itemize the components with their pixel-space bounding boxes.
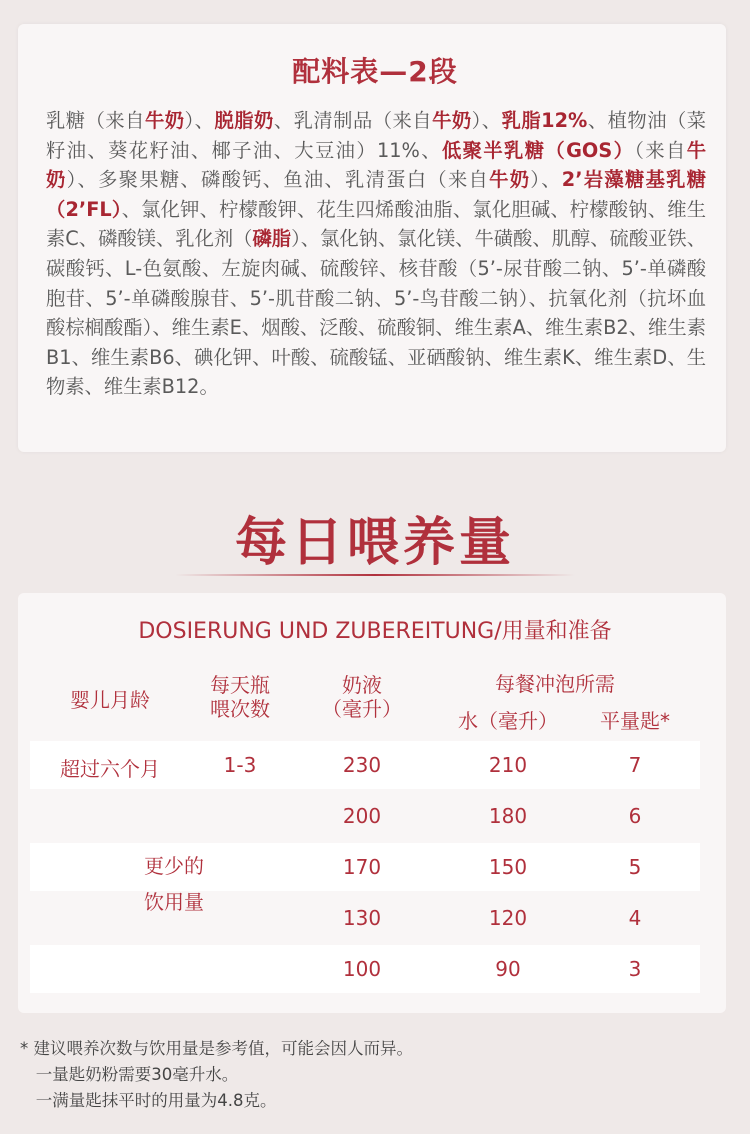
ingredient-text: ）、 bbox=[184, 109, 215, 132]
header-scoops: 平量匙* bbox=[600, 709, 670, 733]
table-cell-milk: 100 bbox=[342, 957, 382, 981]
footnote-line: * 建议喂养次数与饮用量是参考值，可能会因人而异。 bbox=[20, 1039, 413, 1058]
ingredients-title: 配料表—2段 bbox=[292, 55, 458, 88]
table-cell-scoops: 6 bbox=[628, 804, 642, 828]
title-divider bbox=[175, 574, 575, 576]
feeds-value: 1-3 bbox=[223, 753, 257, 777]
ingredient-text: 、乳清制品（来自 bbox=[273, 109, 433, 132]
header-feeds bbox=[170, 673, 310, 721]
ingredient-highlight: 2’岩藻糖基乳糖（2’FL） bbox=[46, 168, 707, 221]
footnote bbox=[20, 1036, 413, 1114]
table-cell-scoops: 7 bbox=[628, 753, 642, 777]
ingredient-highlight: 脱脂奶 bbox=[214, 109, 274, 132]
ingredient-text: ）、 bbox=[530, 168, 562, 192]
table-cell-scoops: 3 bbox=[628, 957, 642, 981]
footnote-line: 一满量匙抹平时的用量为4.8克。 bbox=[20, 1091, 277, 1110]
table-cell-water: 90 bbox=[495, 957, 521, 981]
ingredient-text: 、植物油（菜籽油、葵花籽油、椰子油、大豆油）11%、 bbox=[46, 109, 707, 162]
table-cell-scoops: 4 bbox=[628, 906, 642, 930]
ingredient-highlight: 乳脂12% bbox=[501, 109, 588, 132]
daily-feeding-title: 每日喂养量 bbox=[234, 513, 515, 573]
table-cell-water: 180 bbox=[488, 804, 528, 828]
table-cell-water: 210 bbox=[488, 753, 528, 777]
less-intake-label bbox=[104, 848, 244, 920]
table-cell-milk: 230 bbox=[342, 753, 382, 777]
ingredient-highlight: 低聚半乳糖（GOS） bbox=[441, 138, 635, 162]
table-cell-water: 120 bbox=[488, 906, 528, 930]
ingredient-text: （来自 bbox=[634, 138, 687, 162]
table-cell-water: 150 bbox=[488, 855, 528, 879]
ingredient-highlight: 牛奶 bbox=[432, 109, 472, 132]
ingredient-highlight: 牛奶 bbox=[46, 138, 706, 192]
table-cell-milk: 130 bbox=[342, 906, 382, 930]
ingredient-text: ）、 bbox=[471, 109, 502, 132]
ingredient-highlight: 牛奶 bbox=[144, 109, 185, 132]
less-intake-line2: 饮用量 bbox=[144, 890, 204, 914]
table-cell-scoops: 5 bbox=[628, 855, 642, 879]
ingredient-highlight: 磷脂 bbox=[252, 227, 292, 251]
ingredient-text: 、氯化钾、柠檬酸钾、花生四烯酸油脂、氯化胆碱、柠檬酸钠、维生素C、磷酸镁、乳化剂（ bbox=[46, 197, 706, 251]
ingredient-text: 乳糖（来自 bbox=[46, 109, 145, 132]
ingredient-text: ）、氯化钠、氯化镁、牛磺酸、肌醇、硫酸亚铁、碳酸钙、L-色氨酸、左旋肉碱、硫酸锌、核苷酸（5’-尿苷酸二钠、5’-单磷酸胞苷、5’-单磷酸腺苷、5’-肌苷酸二钠、5’-鸟苷酸二钠）、抗氧化剂（抗坏血酸棕榈酸酯）、维生素E、烟酸、泛酸、硫酸铜、维生素A、维生素B2、维生素B1、维生素B6、碘化钾、叶酸、硫酸锰、亚硒酸钠、维生素K、维生素D、生物素、维生素B12。 bbox=[46, 227, 707, 399]
header-milk bbox=[292, 673, 432, 721]
header-milk-line1: 奶液 bbox=[342, 673, 382, 697]
header-feeds-line2: 喂次数 bbox=[210, 697, 270, 721]
header-feeds-line1: 每天瓶 bbox=[210, 673, 270, 697]
footnote-line: 一量匙奶粉需要30毫升水。 bbox=[20, 1065, 239, 1084]
table-cell-milk: 200 bbox=[342, 804, 382, 828]
header-milk-line2: （毫升） bbox=[322, 697, 402, 721]
table-cell-milk: 170 bbox=[342, 855, 382, 879]
ingredients-text bbox=[46, 106, 706, 402]
age-value: 超过六个月 bbox=[60, 757, 160, 781]
less-intake-line1: 更少的 bbox=[144, 854, 204, 878]
header-water: 水（毫升） bbox=[458, 709, 558, 733]
dosage-title: DOSIERUNG UND ZUBEREITUNG/用量和准备 bbox=[138, 619, 612, 644]
header-per-meal: 每餐冲泡所需 bbox=[495, 672, 615, 696]
header-age: 婴儿月龄 bbox=[70, 688, 150, 712]
ingredient-highlight: 牛奶 bbox=[489, 168, 531, 192]
ingredient-text: ）、多聚果糖、磷酸钙、鱼油、乳清蛋白（来自 bbox=[66, 168, 490, 192]
